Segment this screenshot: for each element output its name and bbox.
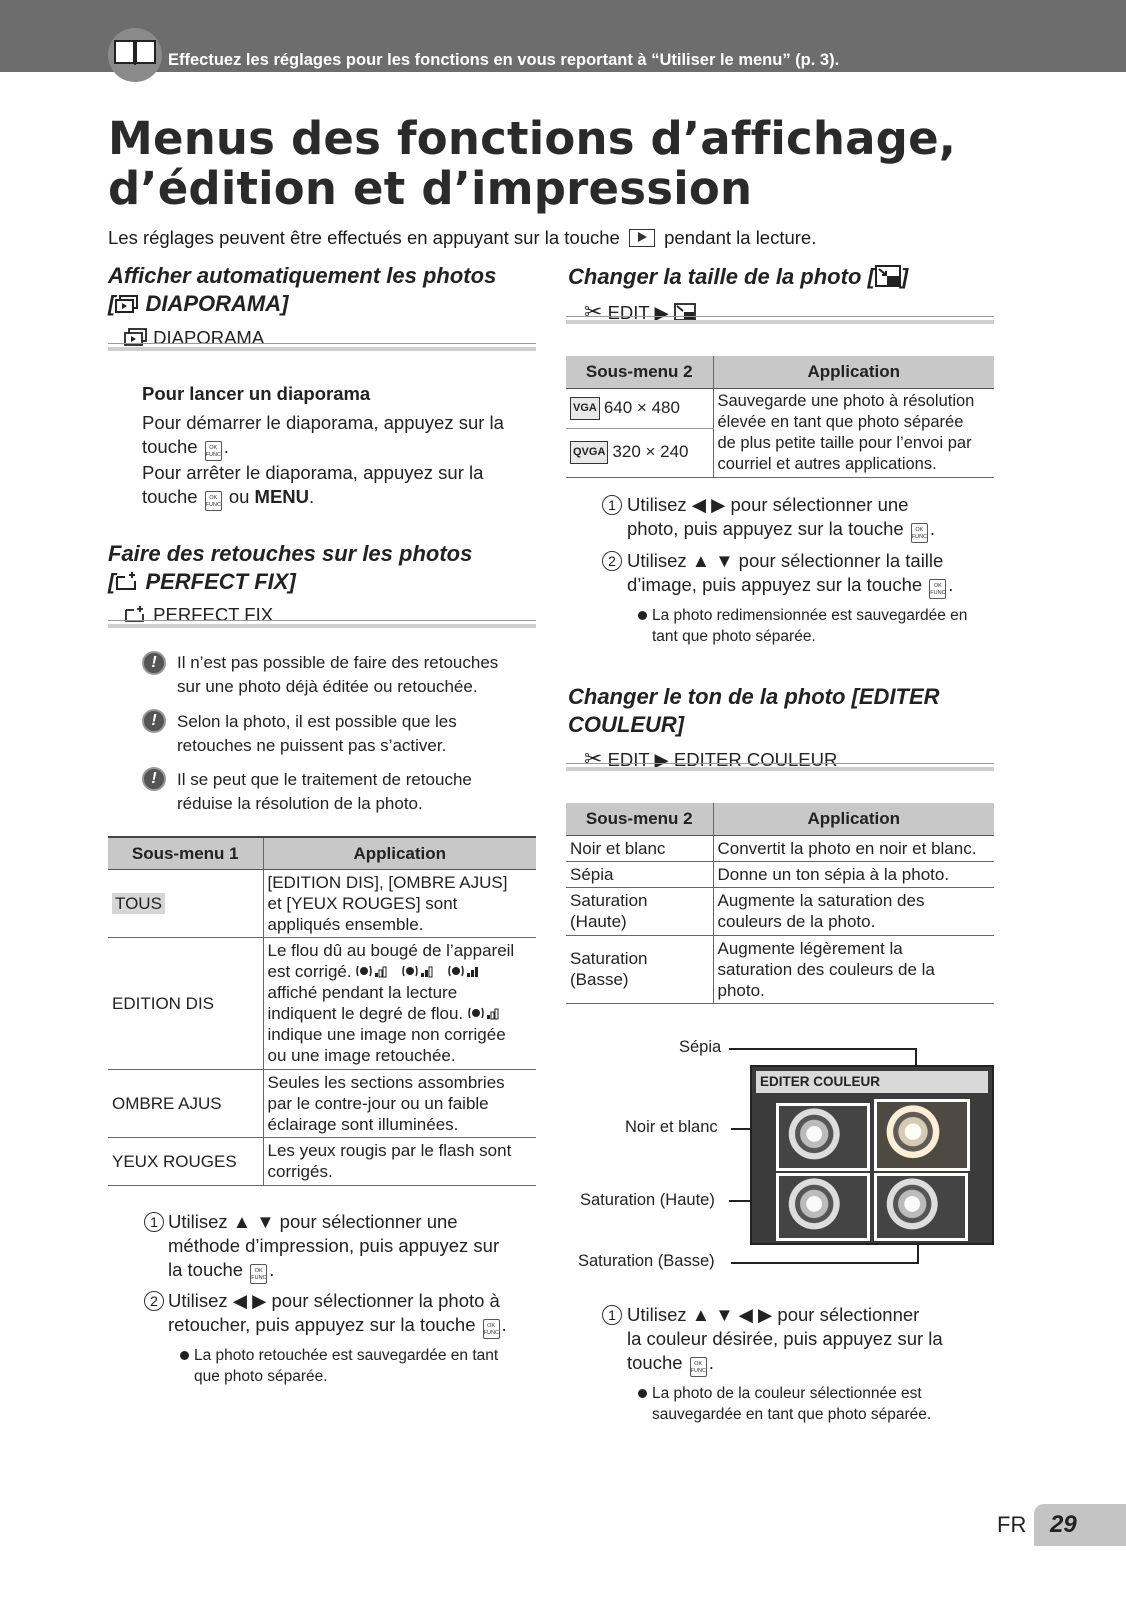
touche-label: touche — [142, 436, 198, 457]
desc-line: et [YEUX ROUGES] sont — [267, 893, 458, 913]
header-note: Effectuez les réglages pour les fonctions en vous reportant à “Utiliser le menu” (p. 3). — [168, 51, 840, 69]
menu-label: MENU — [254, 486, 310, 507]
table-cell-name: OMBRE AJUS — [108, 1069, 263, 1137]
step-line — [627, 549, 997, 573]
ok-func-button-icon: OK FUNC — [205, 441, 222, 461]
bullet-line: La photo redimensionnée est sauvegardée en — [652, 607, 968, 624]
diaporama-heading — [108, 262, 496, 318]
desc-line: Augmente la saturation des — [717, 891, 925, 910]
ok-func-button-icon: OK FUNC — [483, 1319, 500, 1339]
resize-heading-bracket: ] — [900, 264, 909, 289]
step-number: 2 — [602, 551, 622, 571]
section-rule — [108, 343, 536, 351]
name-line: (Basse) — [570, 970, 629, 989]
bullet-line: La photo retouchée est sauvegardée en tant — [194, 1347, 499, 1364]
up-down-arrows-icon: ▲ ▼ — [691, 550, 734, 571]
desc-line: Le flou dû au bougé de l’appareil — [267, 941, 515, 960]
desc-line: corrigés. — [267, 1162, 333, 1181]
color-heading — [568, 683, 940, 739]
thumbnail-sepia — [874, 1099, 970, 1171]
desc-line: couleurs de la photo. — [717, 912, 876, 931]
editer-couleur-label: EDITER COULEUR — [673, 749, 838, 770]
step-text: pour sélectionner la photo à — [271, 1290, 500, 1311]
desc-line: photo. — [717, 980, 765, 1000]
perfect-fix-bracket: [ — [108, 569, 116, 594]
size-label: 640 × 480 — [603, 397, 680, 417]
table-cell-desc — [263, 1137, 536, 1185]
table-cell-name: Noir et blanc — [566, 835, 713, 861]
diaporama-heading-line1: Afficher automatiquement les photos — [108, 263, 497, 288]
desc-line — [268, 961, 533, 982]
touche-label: touche — [142, 486, 198, 507]
table-cell-desc: Donne un ton sépia à la photo. — [713, 861, 994, 887]
book-icon — [108, 28, 162, 82]
table-row — [566, 388, 994, 428]
thumbnail-sat-high — [776, 1173, 870, 1241]
color-heading-line2: COULEUR] — [568, 712, 685, 737]
table-cell-name — [566, 887, 713, 935]
table-header-row — [108, 837, 536, 869]
bullet-line: que photo séparée. — [194, 1368, 328, 1385]
table-header-submenu: Sous-menu 2 — [566, 356, 713, 388]
note-line: Il se peut que le traitement de retouche — [177, 770, 472, 789]
desc-line: affiché pendant la lecture — [267, 983, 458, 1002]
desc-line: [EDITION DIS], [OMBRE AJUS] — [267, 872, 508, 892]
perfect-fix-step-1 — [168, 1210, 538, 1284]
perfect-fix-menu-label: PERFECT FIX — [153, 604, 274, 625]
desc-line: ou une image retouchée. — [267, 1046, 456, 1065]
note-line: réduise la résolution de la photo. — [177, 794, 423, 813]
diagram-label-sat-high: Saturation (Haute) — [580, 1191, 715, 1209]
desc-line: éclairage sont illuminées. — [267, 1114, 459, 1134]
callout-line — [731, 1262, 919, 1264]
left-right-arrows-icon: ◀ ▶ — [691, 494, 726, 515]
step-text: la touche — [168, 1259, 244, 1280]
step-number: 1 — [602, 495, 622, 515]
arrow-right-icon: ▶ — [654, 302, 669, 323]
table-header-submenu: Sous-menu 2 — [566, 803, 713, 835]
desc-line: courriel et autres applications. — [717, 454, 937, 473]
caution-icon: ! — [142, 709, 166, 733]
note-line: retouches ne puissent pas s’activer. — [177, 736, 447, 755]
color-bullet — [652, 1383, 931, 1425]
color-heading-line1: Changer le ton de la photo [EDITER — [568, 684, 940, 709]
step-text: pour sélectionner la taille — [738, 550, 944, 571]
language-label: FR — [997, 1512, 1027, 1537]
step-text: pour sélectionner une — [730, 494, 909, 515]
color-table — [566, 803, 994, 1004]
step-text: touche — [627, 1352, 683, 1373]
edit-label: EDIT — [607, 302, 650, 323]
intro-after: pendant la lecture. — [664, 227, 817, 248]
diagram-label-sepia: Sépia — [679, 1038, 722, 1056]
desc-line: de plus petite taille pour l’envoi par — [717, 433, 972, 452]
thumbnail-bw — [776, 1103, 870, 1171]
perfect-fix-table — [108, 836, 536, 1186]
slideshow-instructions — [142, 411, 537, 511]
step-line: d’image, puis appuyez sur la touche OK FUNC . — [627, 573, 997, 599]
step-line: touche OK FUNC . — [627, 1351, 997, 1377]
table-row — [566, 861, 994, 887]
desc-line: appliqués ensemble. — [267, 914, 424, 934]
desc-line: Les yeux rougis par le flash sont — [267, 1141, 512, 1160]
table-row — [108, 937, 536, 1069]
step-text: Utilisez — [168, 1290, 228, 1311]
step-line — [168, 1210, 538, 1234]
section-rule — [108, 620, 536, 628]
perfect-fix-icon — [115, 571, 139, 591]
table-cell-desc — [263, 1069, 536, 1137]
section-rule — [566, 763, 994, 771]
perfect-fix-step-2 — [168, 1289, 538, 1339]
left-right-arrows-icon: ◀ ▶ — [232, 1290, 267, 1311]
callout-line — [729, 1048, 917, 1050]
desc-line: élevée en tant que photo séparée — [717, 412, 964, 431]
section-rule — [566, 316, 994, 324]
step-line — [627, 493, 997, 517]
ok-func-button-icon: OK FUNC — [205, 491, 222, 511]
scissors-icon: ✂ — [584, 299, 603, 324]
step-line: retoucher, puis appuyez sur la touche OK FUNC . — [168, 1313, 538, 1339]
row-name-tous: TOUS — [112, 893, 165, 914]
caution-note-3 — [177, 768, 472, 816]
bullet-line: sauvegardée en tant que photo séparée. — [652, 1406, 932, 1423]
caution-note-1 — [177, 651, 498, 699]
screen-title: EDITER COULEUR — [756, 1071, 988, 1093]
table-cell-desc — [713, 935, 994, 1003]
table-row — [108, 1137, 536, 1185]
slideshow-line2: touche OK FUNC . — [142, 435, 537, 461]
desc-text: est corrigé. — [267, 962, 352, 981]
table-cell-desc — [263, 937, 536, 1069]
step-line: méthode d’impression, puis appuyez sur — [168, 1235, 500, 1256]
perfect-fix-heading-line2 — [108, 568, 472, 596]
slideshow-line1: Pour démarrer le diaporama, appuyez sur la — [142, 412, 504, 433]
resize-step-2 — [627, 549, 997, 599]
intro-before: Les réglages peuvent être effectués en appuyant sur la touche — [108, 227, 620, 248]
table-row — [108, 869, 536, 937]
step-text: Utilisez — [627, 494, 687, 515]
playback-button-icon — [629, 229, 655, 247]
ok-func-button-icon: OK FUNC — [690, 1357, 707, 1377]
step-number: 2 — [144, 1291, 164, 1311]
caution-icon: ! — [142, 651, 166, 675]
diaporama-bracket: [ — [108, 291, 116, 316]
desc-text: indiquent le degré de flou. — [267, 1004, 464, 1023]
resize-heading-label: Changer la taille de la photo [ — [568, 264, 875, 289]
table-header-application: Application — [263, 837, 536, 869]
color-step-1 — [627, 1303, 997, 1377]
slideshow-line4: touche OK FUNC ou MENU. — [142, 485, 537, 511]
resize-icon — [875, 265, 901, 287]
table-cell-name — [566, 428, 713, 477]
slideshow-subtitle: Pour lancer un diaporama — [142, 383, 371, 404]
table-cell-name: EDITION DIS — [108, 937, 263, 1069]
bullet-line: tant que photo séparée. — [652, 628, 816, 645]
resize-heading — [568, 263, 908, 291]
perfect-fix-heading-label: PERFECT FIX] — [139, 569, 296, 594]
title-line-2: d’édition et d’impression — [108, 162, 753, 215]
table-header-submenu: Sous-menu 1 — [108, 837, 263, 869]
table-cell-name — [108, 869, 263, 937]
step-number: 1 — [144, 1212, 164, 1232]
slideshow-icon — [115, 295, 139, 313]
size-label: 320 × 240 — [612, 442, 689, 462]
table-cell-desc — [713, 388, 994, 477]
perfect-fix-bullet — [194, 1345, 498, 1387]
step-text: Utilisez — [168, 1211, 228, 1232]
step-text: d’image, puis appuyez sur la touche — [627, 574, 923, 595]
table-header-row — [566, 356, 994, 388]
step-text: retoucher, puis appuyez sur la touche — [168, 1314, 476, 1335]
desc-line: Augmente légèrement la — [717, 938, 903, 958]
ok-func-button-icon: OK FUNC — [911, 523, 928, 543]
step-text: Utilisez — [627, 550, 687, 571]
title-line-1: Menus des fonctions d’affichage, — [108, 112, 957, 165]
page-number: 29 — [1034, 1504, 1126, 1546]
ok-func-button-icon: OK FUNC — [250, 1264, 267, 1284]
table-row — [566, 887, 994, 935]
four-way-arrows-icon: ▲ ▼ ◀ ▶ — [691, 1304, 773, 1325]
vga-icon: VGA — [570, 397, 600, 420]
name-line: Saturation — [570, 949, 648, 968]
table-cell-name: Sépia — [566, 861, 713, 887]
perfect-fix-heading — [108, 540, 472, 596]
name-line: Saturation — [570, 891, 648, 910]
table-header-application: Application — [713, 803, 994, 835]
table-header-application: Application — [713, 356, 994, 388]
table-cell-name — [566, 935, 713, 1003]
up-down-arrows-icon: ▲ ▼ — [232, 1211, 275, 1232]
step-line: la touche OK FUNC . — [168, 1258, 538, 1284]
resize-step-1 — [627, 493, 997, 543]
diagram-label-sat-low: Saturation (Basse) — [578, 1252, 715, 1270]
step-text: Utilisez — [627, 1304, 687, 1325]
thumbnail-sat-low — [874, 1173, 968, 1241]
step-text: pour sélectionner — [777, 1304, 920, 1325]
diaporama-heading-line2 — [108, 290, 496, 318]
ou-label: ou — [228, 486, 250, 507]
table-cell-name: YEUX ROUGES — [108, 1137, 263, 1185]
diaporama-menu-label: DIAPORAMA — [153, 327, 265, 348]
shake-indicator-icon — [468, 1006, 512, 1020]
table-cell-desc — [713, 887, 994, 935]
step-text: photo, puis appuyez sur la touche — [627, 518, 904, 539]
table-row — [566, 835, 994, 861]
table-header-row — [566, 803, 994, 835]
desc-line: indique une image non corrigée — [267, 1025, 506, 1044]
diagram-label-bw: Noir et blanc — [625, 1118, 718, 1136]
table-cell-name — [566, 388, 713, 428]
step-line — [168, 1289, 538, 1313]
desc-line: saturation des couleurs de la — [717, 959, 935, 979]
arrow-right-icon: ▶ — [654, 749, 669, 770]
desc-line: Seules les sections assombries — [267, 1072, 505, 1092]
name-line: (Haute) — [570, 912, 627, 931]
table-row — [108, 1069, 536, 1137]
slideshow-line3: Pour arrêter le diaporama, appuyez sur la — [142, 462, 484, 483]
table-cell-desc — [263, 869, 536, 937]
scissors-icon: ✂ — [584, 746, 603, 771]
table-row — [566, 935, 994, 1003]
step-line — [627, 1303, 997, 1327]
bullet-line: La photo de la couleur sélectionnée est — [652, 1385, 922, 1402]
note-line: Il n’est pas possible de faire des retouches — [177, 653, 499, 672]
note-line: Selon la photo, il est possible que les — [177, 712, 457, 731]
desc-line: Sauvegarde une photo à résolution — [717, 391, 975, 410]
shake-indicator-icon — [356, 964, 492, 978]
desc-line: par le contre-jour ou un faible — [267, 1093, 489, 1113]
note-line: sur une photo déjà éditée ou retouchée. — [177, 677, 478, 696]
step-line: photo, puis appuyez sur la touche OK FUNC . — [627, 517, 997, 543]
diaporama-heading-label: DIAPORAMA] — [139, 291, 289, 316]
step-number: 1 — [602, 1305, 622, 1325]
intro-text — [108, 227, 816, 249]
caution-icon: ! — [142, 767, 166, 791]
edit-label: EDIT — [607, 749, 650, 770]
desc-line — [268, 1003, 533, 1024]
table-cell-desc: Convertit la photo en noir et blanc. — [713, 835, 994, 861]
step-text: pour sélectionner une — [279, 1211, 458, 1232]
qvga-icon: QVGA — [570, 441, 608, 464]
caution-note-2 — [177, 710, 457, 758]
page-title — [108, 114, 956, 214]
step-line: la couleur désirée, puis appuyez sur la — [627, 1328, 943, 1349]
resize-table — [566, 356, 994, 478]
ok-func-button-icon: OK FUNC — [929, 579, 946, 599]
resize-bullet — [652, 605, 967, 647]
editer-couleur-screen — [750, 1065, 994, 1245]
perfect-fix-heading-line1: Faire des retouches sur les photos — [108, 541, 473, 566]
